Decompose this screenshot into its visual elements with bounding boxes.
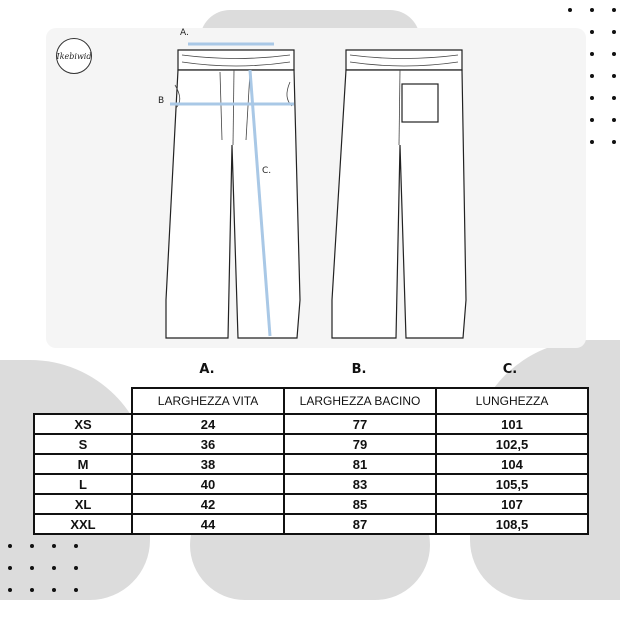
bacino-cell: 81 [284, 454, 436, 474]
bacino-cell: 79 [284, 434, 436, 454]
size-cell: XS [34, 414, 132, 434]
brand-logo: Ikebiwid [56, 38, 92, 74]
label-a: A. [180, 28, 189, 38]
table-row [34, 474, 588, 494]
bacino-cell: 83 [284, 474, 436, 494]
vita-cell: 24 [132, 414, 284, 434]
header-larghezza-vita: LARGHEZZA VITA [132, 388, 284, 414]
lunghezza-cell: 101 [436, 414, 588, 434]
lunghezza-cell: 107 [436, 494, 588, 514]
size-cell: XXL [34, 514, 132, 534]
column-letter-b: B. [351, 362, 367, 377]
vita-cell: 38 [132, 454, 284, 474]
bacino-cell: 87 [284, 514, 436, 534]
size-cell: S [34, 434, 132, 454]
vita-cell: 40 [132, 474, 284, 494]
header-larghezza-bacino: LARGHEZZA BACINO [284, 388, 436, 414]
lunghezza-cell: 104 [436, 454, 588, 474]
lunghezza-cell: 102,5 [436, 434, 588, 454]
table-header-row [34, 388, 588, 414]
lunghezza-cell: 105,5 [436, 474, 588, 494]
size-table [33, 387, 589, 535]
table-row [34, 434, 588, 454]
label-c: C. [262, 166, 272, 176]
table-row [34, 454, 588, 474]
table-row [34, 414, 588, 434]
header-blank [34, 388, 132, 414]
size-cell: XL [34, 494, 132, 514]
table-row [34, 494, 588, 514]
vita-cell: 44 [132, 514, 284, 534]
vita-cell: 36 [132, 434, 284, 454]
table-row [34, 514, 588, 534]
bacino-cell: 85 [284, 494, 436, 514]
header-lunghezza: LUNGHEZZA [436, 388, 588, 414]
size-cell: M [34, 454, 132, 474]
bacino-cell: 77 [284, 414, 436, 434]
size-cell: L [34, 474, 132, 494]
lunghezza-cell: 108,5 [436, 514, 588, 534]
column-letter-c: C. [502, 362, 518, 377]
vita-cell: 42 [132, 494, 284, 514]
label-b: B [158, 96, 165, 106]
column-letter-a: A. [199, 362, 215, 377]
